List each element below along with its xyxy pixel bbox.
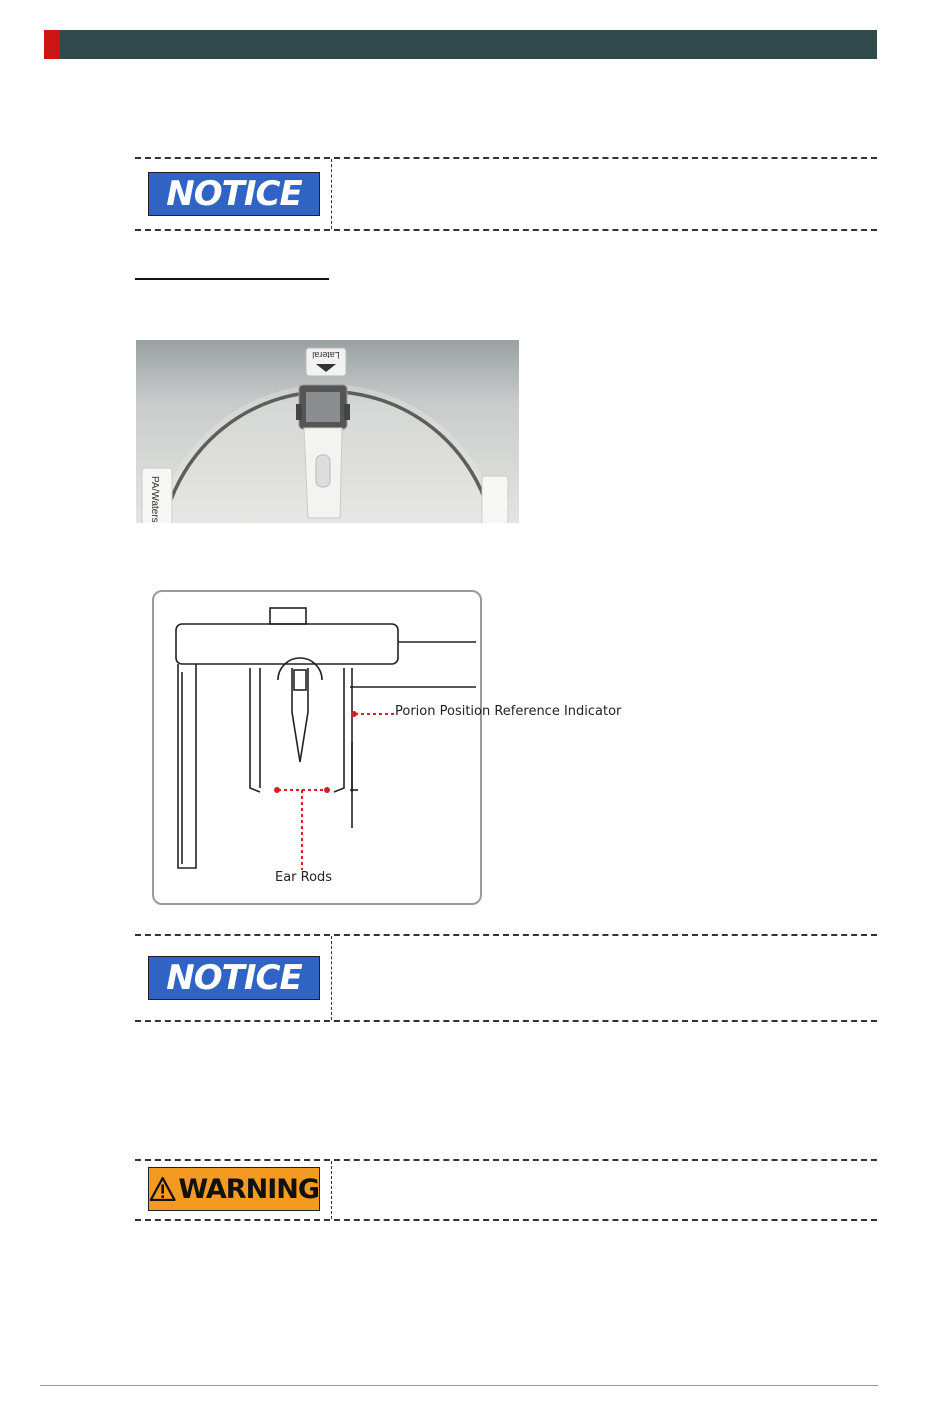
warning-badge	[148, 1167, 320, 1211]
warning-label: WARNING	[178, 1173, 319, 1205]
pa-waters-label: PA/Waters	[149, 476, 160, 523]
header-accent	[44, 30, 60, 59]
header-bar	[44, 30, 877, 59]
notice-divider	[331, 936, 332, 1020]
lateral-headrest-photo	[136, 340, 519, 523]
lateral-label: Lateral	[312, 350, 340, 360]
photo-illustration	[136, 340, 519, 523]
warning-box	[135, 1159, 877, 1221]
notice-box-2	[135, 934, 877, 1022]
notice-divider	[331, 1161, 332, 1219]
ear-rods-label: Ear Rods	[275, 870, 333, 885]
notice-badge: NOTICE	[148, 956, 320, 1000]
notice-box-1	[135, 157, 877, 231]
cephalostat-drawing	[154, 592, 480, 903]
porion-indicator-label: Porion Position Reference Indicator	[395, 704, 622, 719]
footer-rule	[40, 1385, 878, 1386]
notice-badge: NOTICE	[148, 172, 320, 216]
section-heading-underline	[135, 278, 329, 280]
notice-divider	[331, 159, 332, 229]
warning-triangle-icon	[149, 1175, 176, 1203]
cephalostat-diagram	[152, 590, 482, 905]
